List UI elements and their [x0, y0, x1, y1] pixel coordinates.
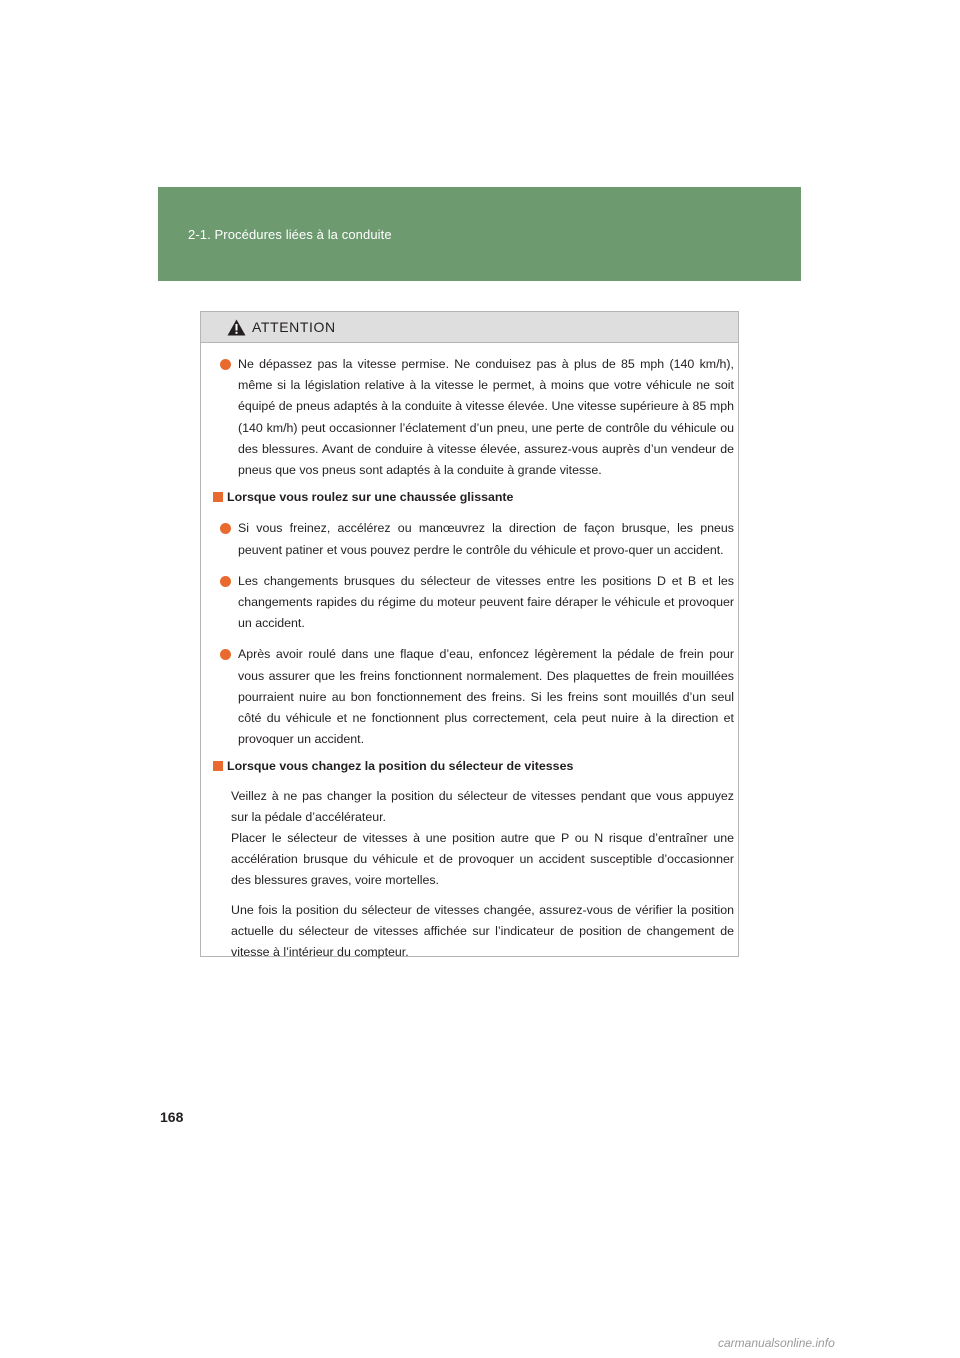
bullet-dot-icon — [220, 576, 231, 587]
watermark: carmanualsonline.info — [718, 1336, 835, 1350]
bullet-item — [219, 518, 734, 560]
paragraph-block — [213, 786, 734, 892]
warning-title: ATTENTION — [252, 319, 336, 335]
bullet-text: Les changements brusques du sélecteur de vitesses entre les positions D et B et les changements rapides du régime du moteur peuvent faire déraper le véhicule et provoquer un accident. — [238, 573, 734, 631]
sub-heading-shift-position — [213, 756, 734, 777]
section-title: 2-1. Procédures liées à la conduite — [188, 227, 392, 242]
bullet-text: Après avoir roulé dans une flaque d’eau, enfoncez légèrement la pédale de frein pour vous assurer que les freins fonctionnent normalement. Des plaquettes de frein mouillées pourraient nuire au bon fonctionnement des freins. Si les freins sont mouillés d’un seul côté du véhicule et ne fonctionnent plus correctement, cela peut nuire à la direction et provoquer un accident. — [238, 647, 734, 747]
paragraph-text: Une fois la position du sélecteur de vitesses changée, assurez-vous de vérifier la position actuelle du sélecteur de vitesses affichée sur l’indicateur de position de changement de vitesse à l’intérieur du compteur. — [231, 902, 734, 960]
warning-triangle-icon — [227, 319, 246, 336]
sub-heading-text: Lorsque vous roulez sur une chaussée glissante — [227, 490, 514, 505]
bullet-text: Si vous freinez, accélérez ou manœuvrez la direction de façon brusque, les pneus peuvent patiner et vous pouvez perdre le contrôle du véhicule et provo-quer un accident. — [238, 521, 734, 557]
bullet-dot-icon — [220, 649, 231, 660]
bullet-item — [219, 571, 734, 635]
paragraph-block — [213, 900, 734, 964]
square-bullet-icon — [213, 492, 223, 502]
sub-heading-slippery-road — [213, 487, 734, 508]
bullet-text: Ne dépassez pas la vitesse permise. Ne conduisez pas à plus de 85 mph (140 km/h), même si la législation relative à la vitesse le permet, à moins que votre véhicule ne soit équipé de pneus adaptés à la conduite à vitesse élevée. Une vitesse supérieure à 85 mph (140 km/h) peut occasionner l’éclatement d’un pneu, une perte de contrôle du véhicule ou des blessures. Avant de conduire à vitesse élevée, assurez-vous auprès d’un vendeur de pneus que vos pneus sont adaptés à la conduite à grande vitesse. — [238, 357, 734, 478]
warning-header — [201, 312, 738, 343]
page-number: 168 — [160, 1109, 184, 1125]
paragraph-text: Veillez à ne pas changer la position du sélecteur de vitesses pendant que vous appuyez sur la pédale d’accélérateur. — [231, 788, 734, 824]
warning-body — [201, 354, 738, 963]
square-bullet-icon — [213, 761, 223, 771]
bullet-item — [219, 354, 734, 481]
bullet-item — [219, 644, 734, 750]
bullet-dot-icon — [220, 523, 231, 534]
bullet-dot-icon — [220, 359, 231, 370]
sub-heading-text: Lorsque vous changez la position du sélecteur de vitesses — [227, 759, 574, 774]
section-header-band — [158, 187, 801, 281]
paragraph-text: Placer le sélecteur de vitesses à une position autre que P ou N risque d’entraîner une accélération brusque du véhicule et de provoquer un accident susceptible d’occasionner des blessures graves, voire mortelles. — [231, 831, 734, 888]
warning-box — [200, 311, 739, 960]
